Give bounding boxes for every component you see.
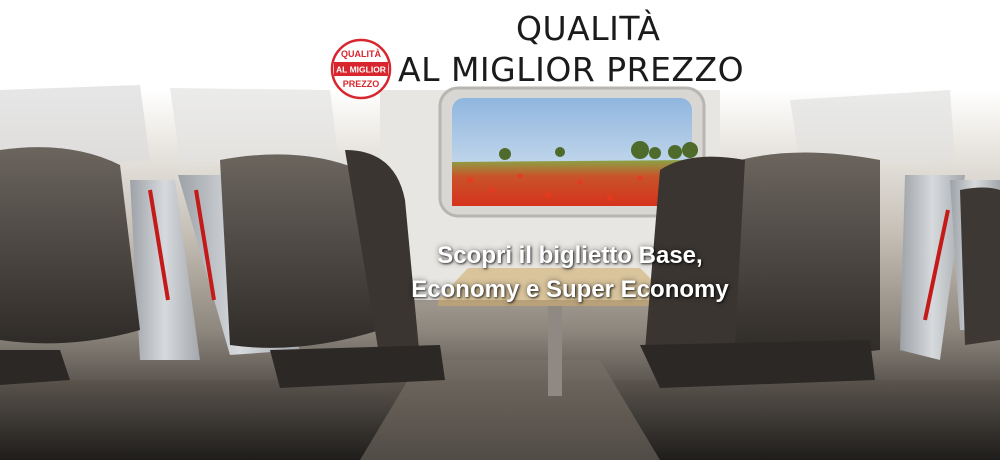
badge-bottom-text: PREZZO <box>342 79 380 89</box>
promo-text[interactable] <box>320 239 820 307</box>
headline-line-2: AL MIGLIOR PREZZO <box>398 50 745 89</box>
badge-middle-text: AL MIGLIOR <box>336 64 386 75</box>
promo-line-2: Economy e Super Economy <box>411 276 729 303</box>
promo-line-1: Scopri il biglietto Base, <box>437 242 703 269</box>
quality-badge-logo <box>330 38 392 100</box>
headline-line-1: QUALITÀ <box>516 9 661 48</box>
banner-headline <box>398 8 758 90</box>
badge-top-text: QUALITÀ <box>341 49 381 59</box>
